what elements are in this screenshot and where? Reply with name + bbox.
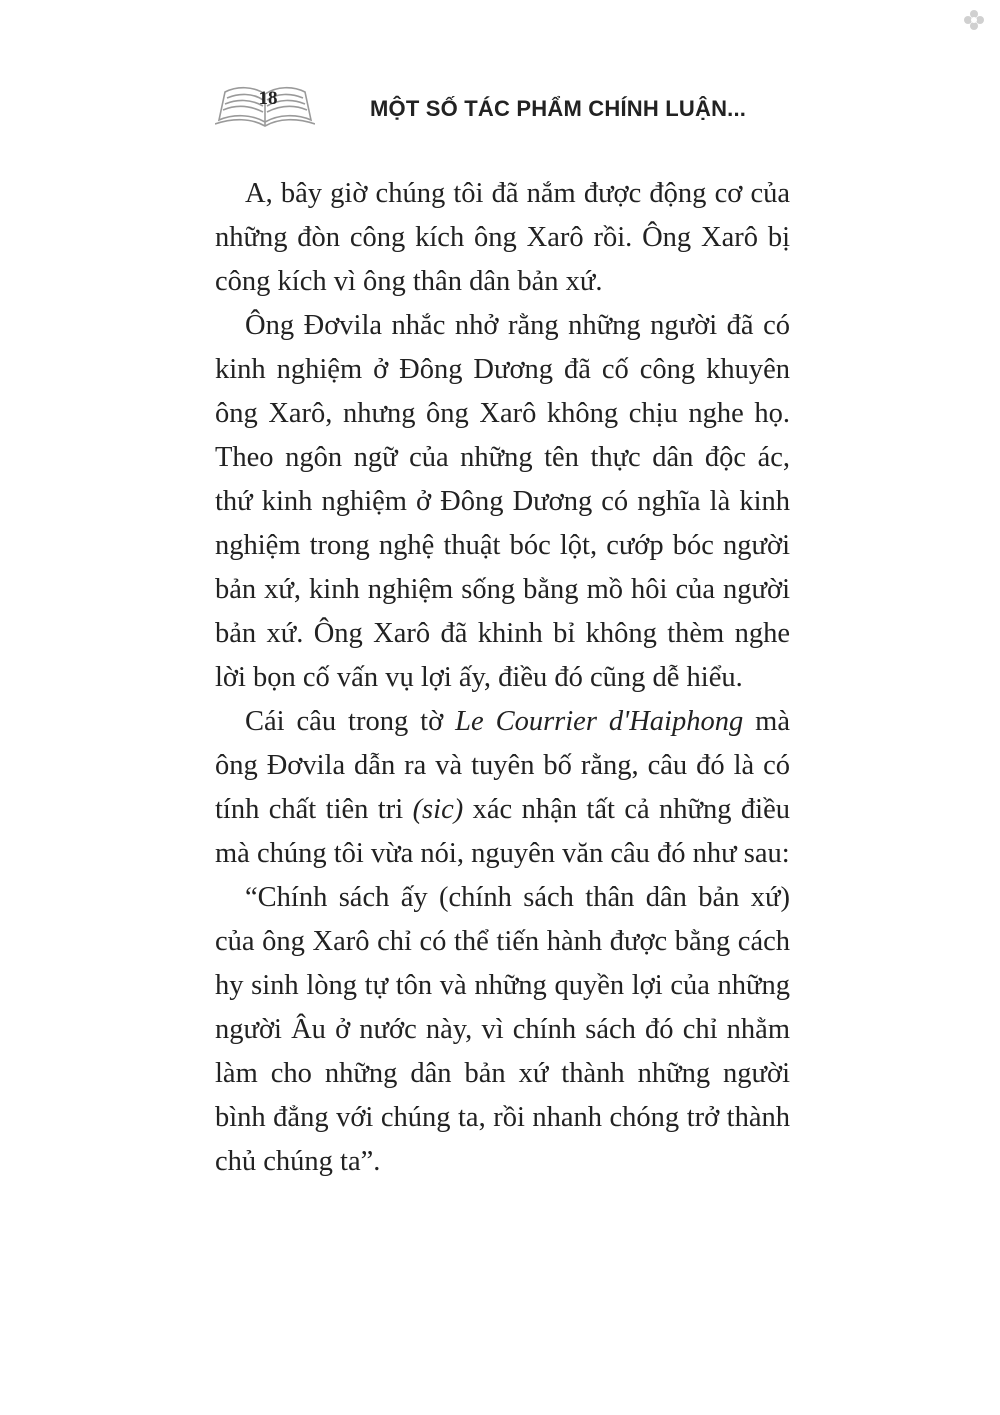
page-number: 18 [258, 88, 278, 109]
page-header [215, 80, 795, 140]
paragraph-4-quote: “Chính sách ấy (chính sách thân dân bản xứ) của ông Xarô chỉ có thể tiến hành được bằng cách hy sinh lòng tự tôn và những quyền lợi của những người Âu ở nước này, vì chính sách đó chỉ nhằm làm cho những dân bản xứ thành những người bình đẳng với chúng ta, rồi nhanh chóng trở thành chủ chúng ta”. [215, 882, 790, 1177]
paragraph-3-text-1: Cái câu trong tờ [245, 706, 456, 737]
paragraph-3-text-3: xác nhận tất cả những điều mà chúng tôi vừa nói, nguyên văn câu đó như sau: [215, 794, 790, 869]
newspaper-title: Le Courrier d'Haiphong [455, 706, 744, 737]
paragraph-3 [215, 700, 790, 876]
flower-watermark-icon [962, 8, 986, 32]
running-title: MỘT SỐ TÁC PHẨM CHÍNH LUẬN... [370, 96, 747, 121]
sic-note: (sic) [412, 794, 464, 825]
main-text [215, 172, 790, 1184]
paragraph-1: A, bây giờ chúng tôi đã nắm được động cơ của những đòn công kích ông Xarô rồi. Ông Xarô bị công kích vì ông thân dân bản xứ. [215, 178, 790, 297]
paragraph-3-text-2: mà ông Đơvila dẫn ra và tuyên bố rằng, câu đó là có tính chất tiên tri [215, 706, 790, 825]
paragraph-2: Ông Đơvila nhắc nhở rằng những người đã có kinh nghiệm ở Đông Dương đã cố công khuyên ông Xarô, nhưng ông Xarô không chịu nghe họ. Theo ngôn ngữ của những tên thực dân độc ác, thứ kinh nghiệm ở Đông Dương có nghĩa là kinh nghiệm trong nghệ thuật bóc lột, cướp bóc người bản xứ, kinh nghiệm sống bằng mồ hôi của người bản xứ. Ông Xarô đã khinh bỉ không thèm nghe lời bọn cố vấn vụ lợi ấy, điều đó cũng dễ hiểu. [215, 310, 790, 693]
